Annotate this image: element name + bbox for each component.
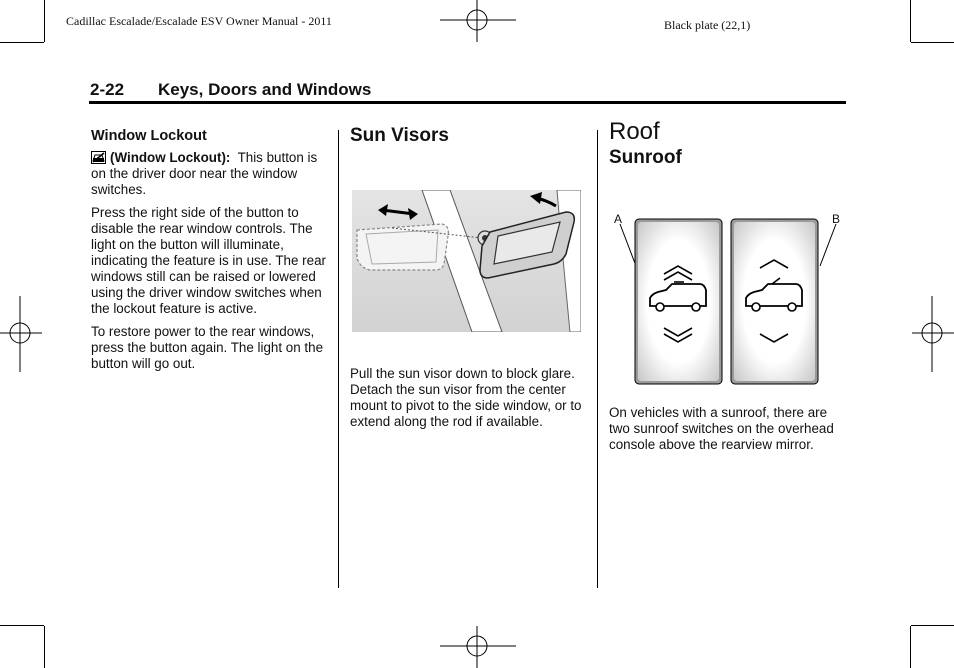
registration-mark-left bbox=[0, 296, 42, 372]
heading-window-lockout: Window Lockout bbox=[91, 128, 207, 144]
column-divider bbox=[597, 130, 598, 588]
crop-mark bbox=[44, 626, 45, 668]
crop-mark bbox=[0, 42, 44, 43]
paragraph: Pull the sun visor down to block glare. Detach the sun visor from the center mount to pivot to the side window, or to extend along the rod if available. bbox=[350, 366, 582, 429]
sunroof-switch-b bbox=[731, 219, 818, 384]
crop-mark bbox=[0, 625, 44, 626]
column-sun-visors bbox=[350, 125, 588, 146]
sun-visors-text bbox=[350, 366, 588, 437]
page-number: 2-22 bbox=[90, 80, 125, 99]
sunroof-switch-a bbox=[635, 219, 722, 384]
lockout-label: (Window Lockout): bbox=[110, 150, 231, 165]
column-roof bbox=[609, 118, 849, 168]
registration-mark-bottom bbox=[440, 626, 516, 668]
paragraph: On vehicles with a sunroof, there are two sunroof switches on the overhead console above the rearview mirror. bbox=[609, 405, 834, 452]
paragraph bbox=[91, 150, 331, 198]
section-header bbox=[90, 80, 371, 100]
paragraph: To restore power to the rear windows, press the button again. The light on the button will go out. bbox=[91, 324, 324, 371]
paragraph: Press the right side of the button to disable the rear window controls. The light on the button will illuminate, indicating the feature is in use. The rear windows still can be raised or lowered using the driver window switches when the lockout feature is active. bbox=[91, 205, 326, 316]
manual-title: Cadillac Escalade/Escalade ESV Owner Manual - 2011 bbox=[66, 14, 332, 28]
crop-mark bbox=[911, 42, 954, 43]
label-b: B bbox=[832, 212, 841, 226]
crop-mark bbox=[44, 0, 45, 42]
header-rule bbox=[89, 101, 846, 104]
sun-visor-illustration bbox=[352, 190, 581, 332]
sunroof-text bbox=[609, 405, 845, 460]
crop-mark bbox=[910, 0, 911, 42]
heading-sunroof: Sunroof bbox=[609, 147, 682, 168]
plate-label: Black plate (22,1) bbox=[664, 18, 751, 32]
lockout-desc: This button is on the driver door near the window switches. bbox=[91, 150, 318, 197]
section-title: Keys, Doors and Windows bbox=[158, 80, 372, 99]
crop-mark bbox=[910, 626, 911, 668]
column-divider bbox=[338, 130, 339, 588]
heading-roof: Roof bbox=[609, 118, 660, 145]
heading-sun-visors: Sun Visors bbox=[350, 125, 449, 146]
crop-mark bbox=[911, 625, 954, 626]
sunroof-switch-illustration bbox=[600, 210, 850, 390]
label-a: A bbox=[614, 212, 623, 226]
column-window-lockout bbox=[91, 128, 331, 379]
registration-mark-right bbox=[912, 296, 954, 372]
registration-mark-top bbox=[440, 0, 516, 42]
window-lockout-icon bbox=[91, 151, 106, 164]
